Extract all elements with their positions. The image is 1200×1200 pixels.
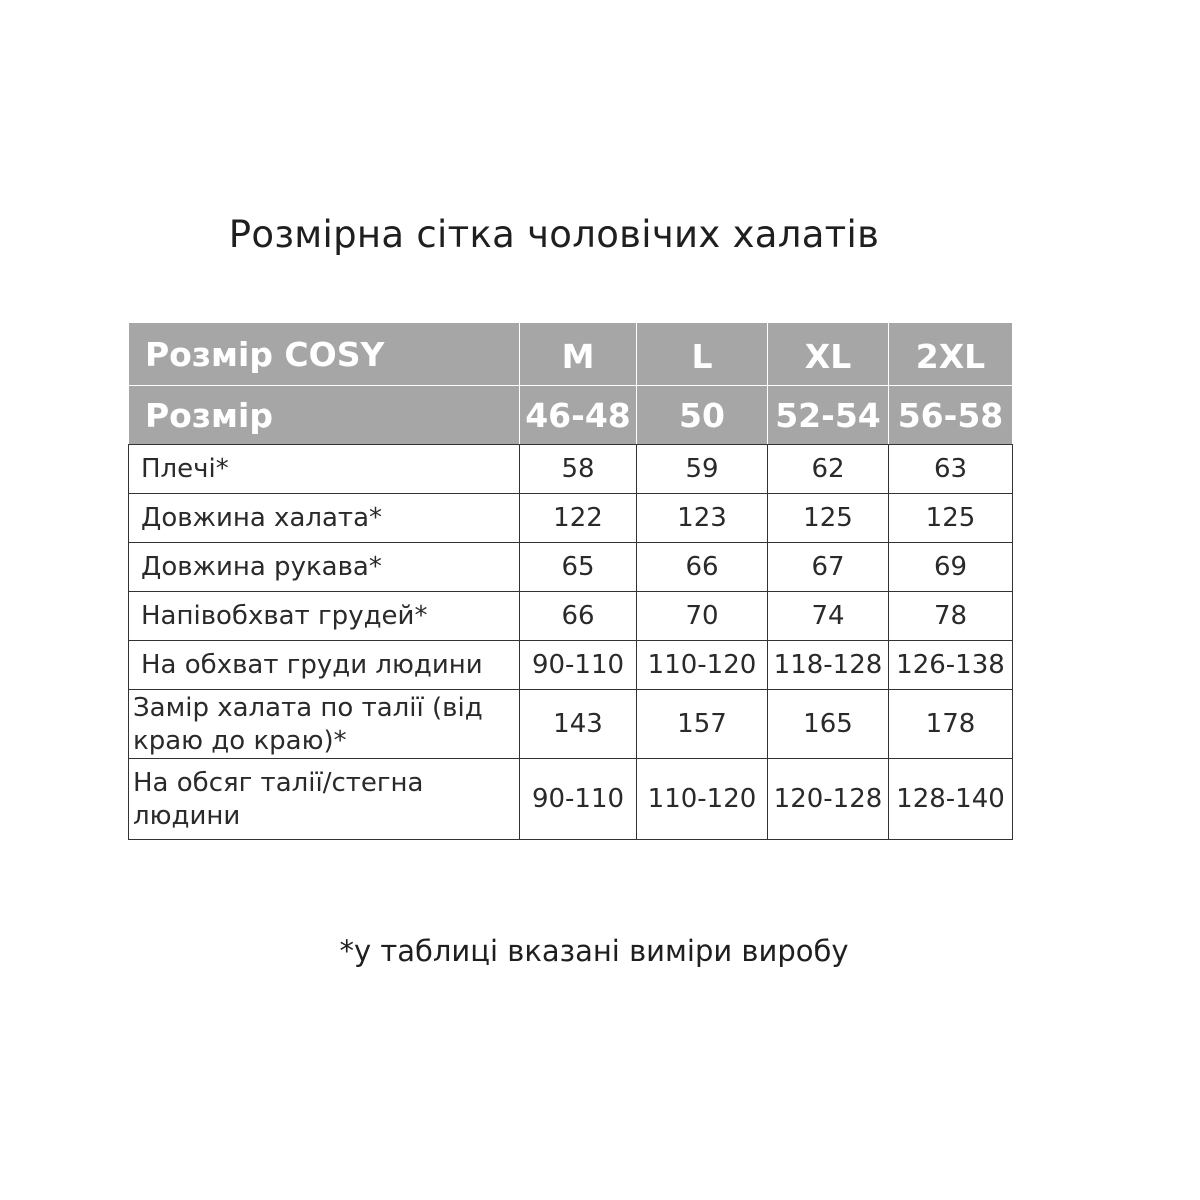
table-cell: 120-128 — [768, 759, 889, 840]
table-cell: 110-120 — [637, 759, 768, 840]
size-table — [128, 322, 1013, 840]
row-label: Напівобхват грудей* — [129, 592, 520, 641]
table-row — [129, 592, 1013, 641]
footnote: *у таблиці вказані виміри виробу — [339, 934, 849, 968]
table-row — [129, 641, 1013, 690]
header-size-cell: 2XL — [889, 323, 1013, 386]
table-cell: 59 — [637, 445, 768, 494]
table-cell: 122 — [520, 494, 637, 543]
row-label: Довжина рукава* — [129, 543, 520, 592]
table-cell: 90-110 — [520, 641, 637, 690]
row-label: Замір халата по талії (від краю до краю)* — [129, 690, 520, 759]
table-cell: 78 — [889, 592, 1013, 641]
table-row — [129, 445, 1013, 494]
table-row — [129, 759, 1013, 840]
header-size-cell: 50 — [637, 386, 768, 445]
page-title: Розмірна сітка чоловічих халатів — [228, 213, 880, 256]
table-cell: 74 — [768, 592, 889, 641]
table-cell: 58 — [520, 445, 637, 494]
header-size-cell: L — [637, 323, 768, 386]
table-row — [129, 690, 1013, 759]
table-cell: 125 — [889, 494, 1013, 543]
header-size-cell: 52-54 — [768, 386, 889, 445]
row-label: Довжина халата* — [129, 494, 520, 543]
table-cell: 165 — [768, 690, 889, 759]
table-cell: 67 — [768, 543, 889, 592]
row-label: На обхват груди людини — [129, 641, 520, 690]
table-cell: 126-138 — [889, 641, 1013, 690]
table-cell: 157 — [637, 690, 768, 759]
table-cell: 118-128 — [768, 641, 889, 690]
row-label: На обсяг талії/стегна людини — [129, 759, 520, 840]
table-row — [129, 494, 1013, 543]
row-label: Плечі* — [129, 445, 520, 494]
table-cell: 65 — [520, 543, 637, 592]
table-cell: 90-110 — [520, 759, 637, 840]
header-label: Розмір COSY — [129, 323, 520, 386]
table-cell: 62 — [768, 445, 889, 494]
table-cell: 69 — [889, 543, 1013, 592]
table-cell: 66 — [637, 543, 768, 592]
table-cell: 123 — [637, 494, 768, 543]
table-cell: 128-140 — [889, 759, 1013, 840]
header-row-size — [129, 386, 1013, 445]
header-size-cell: 46-48 — [520, 386, 637, 445]
header-row-cosy-size — [129, 323, 1013, 386]
header-size-cell: 56-58 — [889, 386, 1013, 445]
header-size-cell: M — [520, 323, 637, 386]
table-row — [129, 543, 1013, 592]
table-cell: 66 — [520, 592, 637, 641]
table-cell: 63 — [889, 445, 1013, 494]
header-label: Розмір — [129, 386, 520, 445]
header-size-cell: XL — [768, 323, 889, 386]
table-cell: 143 — [520, 690, 637, 759]
table-cell: 70 — [637, 592, 768, 641]
table-cell: 178 — [889, 690, 1013, 759]
table-cell: 125 — [768, 494, 889, 543]
table-cell: 110-120 — [637, 641, 768, 690]
